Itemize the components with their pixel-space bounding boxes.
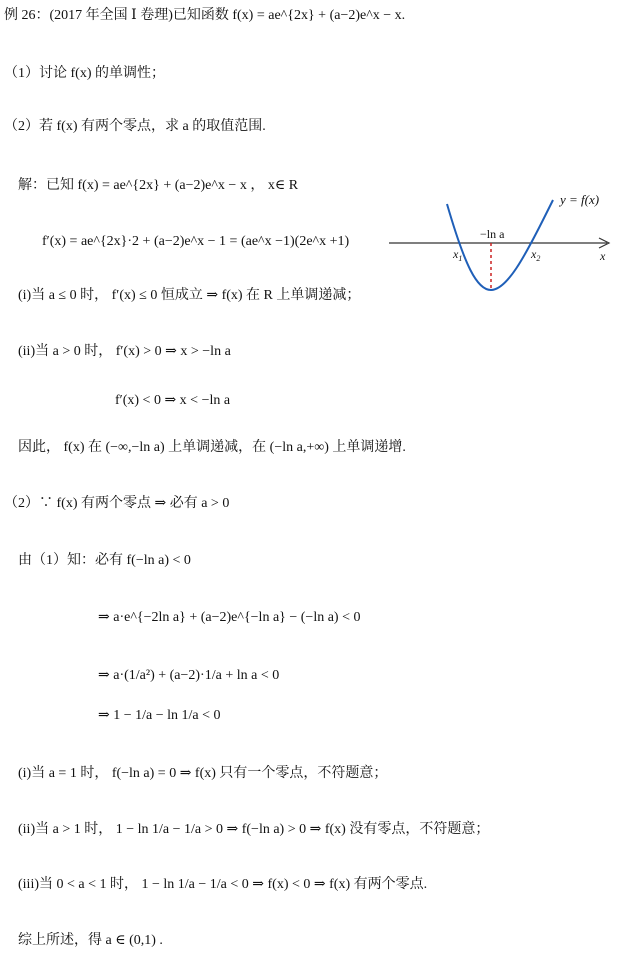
case-ii-b: f′(x) < 0 ⇒ x < −ln a	[115, 393, 231, 408]
curve-label: y = f(x)	[560, 192, 600, 207]
derivative-line: f′(x) = ae^{2x}·2 + (a−2)e^x − 1 = (ae^x −1)(2e^x +1)	[42, 234, 350, 249]
case-ii-a: (ii)当 a > 0 时， f′(x) > 0 ⇒ x > −ln a	[18, 344, 231, 359]
step-2: ⇒ a·(1/a²) + (a−2)·1/a + ln a < 0	[98, 668, 280, 683]
x2-label	[530, 247, 540, 263]
step-1: ⇒ a·e^{−2ln a} + (a−2)e^{−ln a} − (−ln a) < 0	[98, 610, 361, 625]
case-i: (i)当 a ≤ 0 时， f′(x) ≤ 0 恒成立 ⇒ f(x) 在 R 上单调递减；	[18, 288, 361, 303]
min-label: −ln a	[480, 227, 505, 241]
curve	[447, 200, 553, 290]
sub-case-iii: (iii)当 0 < a < 1 时， 1 − ln 1/a − 1/a < 0 ⇒ f(x) < 0 ⇒ f(x) 有两个零点.	[18, 877, 428, 892]
x1-sub: 1	[458, 254, 463, 263]
question-2: （2）若 f(x) 有两个零点，求 a 的取值范围.	[4, 119, 266, 134]
step-3: ⇒ 1 − 1/a − ln 1/a < 0	[98, 708, 221, 723]
x1-main: x	[453, 247, 459, 261]
question-1: （1）讨论 f(x) 的单调性；	[4, 66, 165, 81]
final-answer: 综上所述，得 a ∈ (0,1) .	[18, 933, 163, 948]
sub-case-i: (i)当 a = 1 时， f(−ln a) = 0 ⇒ f(x) 只有一个零点，不符题意；	[18, 766, 388, 781]
axis-label: x	[600, 249, 606, 263]
x2-main: x	[531, 247, 537, 261]
sub-case-ii: (ii)当 a > 1 时， 1 − ln 1/a − 1/a > 0 ⇒ f(−ln a) > 0 ⇒ f(x) 没有零点，不符题意；	[18, 822, 490, 837]
x2-sub: 2	[536, 254, 541, 263]
part-2: （2）∵ f(x) 有两个零点 ⇒ 必有 a > 0	[4, 496, 230, 511]
problem-title: 例 26：(2017 年全国 Ⅰ 卷理)已知函数 f(x) = ae^{2x} + (a−2)e^x − x.	[4, 8, 406, 23]
conclusion-1: 因此， f(x) 在 (−∞,−ln a) 上单调递减，在 (−ln a,+∞) 上单调递增.	[18, 440, 406, 455]
function-graph	[385, 186, 615, 296]
solution-given: 解：已知 f(x) = ae^{2x} + (a−2)e^x − x ， x∈ R	[18, 178, 299, 193]
from-part-1: 由（1）知：必有 f(−ln a) < 0	[18, 553, 191, 568]
